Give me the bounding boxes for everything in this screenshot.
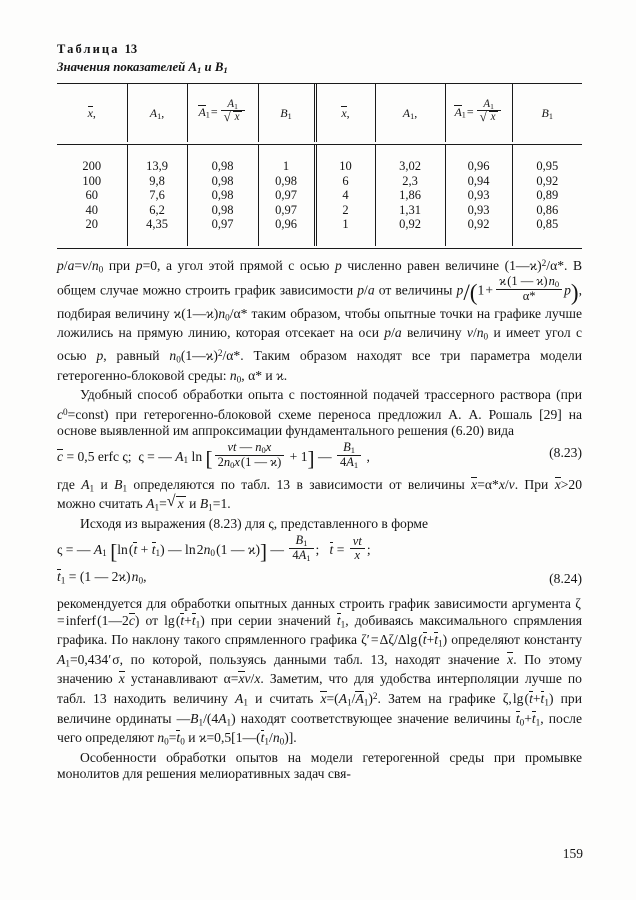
- cell-A1-right: 3,02: [375, 159, 445, 174]
- col-header-xbar-left: x,: [87, 105, 96, 120]
- values-table-body: [57, 145, 582, 246]
- cell-x-right: 10: [315, 159, 375, 174]
- cell-x-left: 60: [85, 188, 98, 203]
- p5-frag-l: при величине ординаты: [57, 690, 582, 726]
- p3-frag-e: можно считать: [57, 496, 147, 512]
- cell-B1-left: 1: [258, 159, 315, 174]
- p3-frag-b: и: [94, 476, 115, 492]
- cell-A1bar-right: 0,92: [445, 217, 512, 232]
- cell-B1-right: 0,86: [512, 203, 582, 218]
- col-header-A1bar-right: $A_1$ = $A_1$ √ x: [445, 84, 512, 142]
- p1-frag-a: при: [108, 257, 136, 273]
- p1-frag-e: от величины: [374, 282, 457, 298]
- col-header-A1-left: $A_1$,: [127, 84, 187, 142]
- paragraph-4: [57, 516, 582, 532]
- p1-frag-d: . В общем случае можно строить график зависимости: [57, 257, 583, 298]
- p3-frag-c: определяются по табл. 13 в зависимости от величины: [127, 476, 472, 492]
- p1-frag-k: . Таким образом находят все три параметра модели гетерогенно-блоковой среды:: [57, 348, 582, 383]
- p1-frag-b: , а угол этой прямой с осью: [157, 257, 335, 273]
- paragraph-6: Особенности обработки опытов на модели гетерогенной среды при промывке монолитов для решения мелиоративных задач свя-: [57, 749, 582, 781]
- cell-A1-left: 4,35: [127, 217, 187, 232]
- equation-8-24-line-2: [57, 569, 582, 589]
- p2-frag-b: ) при гетерогенно-блоковой схеме переноса предложил А. А. Рошаль [29] на основе выявленной им аппроксимации фундаментального решения (6.20) вида: [57, 406, 582, 439]
- cell-A1-left: 6,2: [127, 203, 187, 218]
- cell-x-left: 20: [85, 217, 98, 232]
- p5-frag-p: .: [293, 730, 297, 746]
- equation-8-23-number: (8.23): [549, 445, 582, 461]
- page-number: 159: [562, 846, 583, 861]
- table-caption: [57, 42, 582, 58]
- cell-A1bar-left: 0,98: [187, 174, 258, 189]
- p3-frag-a: где: [57, 476, 82, 492]
- table-row: [57, 203, 582, 218]
- p3-frag-d: . При: [514, 476, 555, 492]
- table-subcaption: Значения показателей $A_1$ и $B_1$: [57, 59, 228, 75]
- equation-8-23-body: c = 0,5 erfc ς; ς = — $A_1$ ln [ $\frac{vt — n_0x}{2n_0x (1 — ϰ)}$ + 1] — $\frac{B_1}{4A_1}$ ,: [57, 440, 370, 471]
- cell-A1bar-left: 0,98: [187, 203, 258, 218]
- paragraph-3: где $A_1$ и $B_1$ определяются по табл. 13 в зависимости от величины x=α*x/v. При x>20 можно считать $A_1=$ √ x и $B_1=1$.: [57, 477, 582, 516]
- p5-frag-c: при серии значений: [204, 612, 337, 628]
- p5-frag-m: находят соответствующее значение величины: [235, 710, 516, 726]
- p1-frag-j: , равный: [103, 348, 170, 364]
- p3-frag-g: .: [227, 496, 231, 512]
- p5-frag-a: рекомендуется для обработки опытных данных строить график зависимости аргумента: [57, 596, 576, 612]
- table-header-row: [57, 84, 582, 142]
- p5-frag-h: устанавливают: [124, 671, 224, 687]
- cell-B1-left: 0,98: [258, 174, 315, 189]
- cell-A1-right: 2,3: [375, 174, 445, 189]
- p1-frag-c: численно равен величине: [341, 257, 505, 273]
- values-table: [57, 84, 582, 142]
- p3-frag-f: и: [185, 496, 200, 512]
- cell-A1bar-right: 0,94: [445, 174, 512, 189]
- paragraph-2: Удобный способ обработки опыта с постоянной подачей трассерного раствора (при $c^0=const$) при гетерогенно-блоковой схеме переноса предложил А. А. Рошаль [29] на основе выявленной им аппроксимации фундаментального решения (6.20) вида: [57, 387, 582, 439]
- p5-frag-g: . По этому значению: [57, 651, 582, 687]
- p5-frag-b: от: [139, 612, 165, 628]
- values-table-wrapper: [57, 83, 582, 249]
- cell-A1-left: 13,9: [127, 159, 187, 174]
- equation-8-24-number: (8.24): [549, 571, 582, 587]
- p5-frag-e: определяют константу: [447, 632, 583, 648]
- cell-B1-right: 0,95: [512, 159, 582, 174]
- col-header-B1-right: $B_1$: [512, 84, 582, 142]
- cell-x-left: 40: [85, 202, 98, 217]
- equation-8-24-line-1-body: ς = — $A_1$ [ln $(t + t_1)$ — ln $2n_0$ (1 — ϰ)] — $\frac{B_1}{4A_1}$ ; t = $\frac{vt}{x}$ ;: [57, 533, 371, 564]
- table-row: [57, 159, 582, 174]
- p5-frag-j: и считать: [247, 690, 321, 706]
- p5-frag-f: , по которой, пользуясь данными табл. 13, находят значение: [119, 651, 508, 667]
- equation-8-24-line-2-body: $t_1 = (1$ — 2ϰ) $n_0$,: [57, 569, 147, 586]
- p1-frag-f: , подбирая величину: [57, 282, 582, 321]
- page-content: [57, 42, 582, 782]
- cell-A1bar-right: 0,93: [445, 188, 512, 203]
- cell-B1-left: 0,97: [258, 188, 315, 203]
- cell-B1-right: 0,89: [512, 188, 582, 203]
- equation-8-24-line-1: [57, 533, 582, 565]
- cell-A1-right: 1,31: [375, 203, 445, 218]
- cell-x-right: 4: [315, 188, 375, 203]
- table-row: [57, 188, 582, 203]
- cell-x-right: 6: [315, 174, 375, 189]
- p5-frag-o: и: [184, 730, 199, 746]
- cell-A1bar-left: 0,97: [187, 217, 258, 232]
- col-header-xbar-right: x,: [315, 84, 375, 142]
- cell-A1bar-left: 0,98: [187, 159, 258, 174]
- p5-frag-k: . Затем на графике: [377, 690, 503, 706]
- p5-frag-n: , после чего определяют: [57, 710, 582, 746]
- table-body: [57, 145, 582, 246]
- cell-x-right: 1: [315, 217, 375, 232]
- table-rule-bottom: [57, 248, 582, 249]
- p1-frag-h: величину: [401, 325, 467, 341]
- cell-x-left: 100: [82, 173, 102, 188]
- cell-A1-right: 0,92: [375, 217, 445, 232]
- p1-frag-l: .: [283, 367, 288, 383]
- table-caption-number: 13: [124, 42, 138, 56]
- p1-frag-g: таким образом, чтобы опытные точки на графике лучше ложились на прямую линию, которая отсекает на оси: [57, 305, 583, 341]
- cell-A1-left: 7,6: [127, 188, 187, 203]
- cell-B1-right: 0,85: [512, 217, 582, 232]
- p4-frag-a: Исходя из выражения (8.23) для ς, представленного в форме: [80, 515, 429, 531]
- equation-8-23: [57, 440, 582, 472]
- p2-frag-a: Удобный способ обработки опыта с постоянной подачей трассерного раствора (при: [80, 387, 582, 403]
- col-header-A1bar-left: $A_1$ = $A_1$ √ x: [187, 84, 258, 142]
- cell-B1-right: 0,92: [512, 174, 582, 189]
- p5-frag-i: . Заметим, что для удобства интерполяции лучше по табл. 13 находить величину: [57, 671, 582, 706]
- cell-x-left: 200: [82, 159, 102, 174]
- table-row: [57, 174, 582, 189]
- col-header-A1-right: $A_1$,: [375, 84, 445, 142]
- paragraph-5: рекомендуется для обработки опытных данных строить график зависимости аргумента ζ = inferf (1—2c) от lg $(t+t_1)$ при серии значений $t_1$, добиваясь максимального спрямления графика. По наклону такого спрямленного графика ζ′ = Δζ/Δlg $(t+t_1)$ определяют константу $A_1=0,434'$ σ, по которой, пользуясь данными табл. 13, находят значение x. По этому значению x устанавливают α=xv/x. Заметим, что для удобства интерполяции лучше по табл. 13 находить величину $A_1$ и считать $x=(A_1/A_1)^2$. Затем на графике ζ, lg $(t+t_1)$ при величине ординаты $—B_1/(4A_1)$ находят соответствующее значение величины $t_0+t_1$, после чего определяют $n_0=t_0$ и $ϰ=0,5[1—(t_1/n_0)]$.: [57, 596, 583, 747]
- cell-B1-left: 0,96: [258, 217, 315, 232]
- cell-A1bar-right: 0,96: [445, 159, 512, 174]
- table-row: [57, 217, 582, 232]
- cell-x-right: 2: [315, 203, 375, 218]
- cell-A1bar-left: 0,98: [187, 188, 258, 203]
- p5-frag-d: , добиваясь максимального спрямления графика. По наклону такого спрямленного графика: [57, 612, 582, 648]
- table-caption-label: Таблица: [57, 42, 120, 56]
- cell-A1-left: 9,8: [127, 174, 187, 189]
- col-header-B1-left: $B_1$: [258, 84, 315, 142]
- paragraph-1: $p/a=v/n_0$ при p=0, а угол этой прямой с осью p численно равен величине (1—ϰ)$^2$/α*. В общем случае можно строить график зависимости p/a от величины p/(1 + $\frac{ϰ (1 — ϰ) n_0}{\alpha*}$ p), подбирая величину $ϰ(1—ϰ)n_0/\alpha*$ таким образом, чтобы опытные точки на графике лучше ложились на прямую линию, которая отсекает на оси p/a величину $v/n_0$ и имеет угол с осью p, равный $n_0(1—ϰ)^2/\alpha*$. Таким образом находят все три параметра модели гетерогенно-блоковой среды: $n_0$, α* и ϰ.: [57, 257, 583, 384]
- p1-frag-i: и имеет угол с осью: [57, 325, 582, 364]
- cell-B1-left: 0,97: [258, 203, 315, 218]
- cell-A1bar-right: 0,93: [445, 203, 512, 218]
- cell-A1-right: 1,86: [375, 188, 445, 203]
